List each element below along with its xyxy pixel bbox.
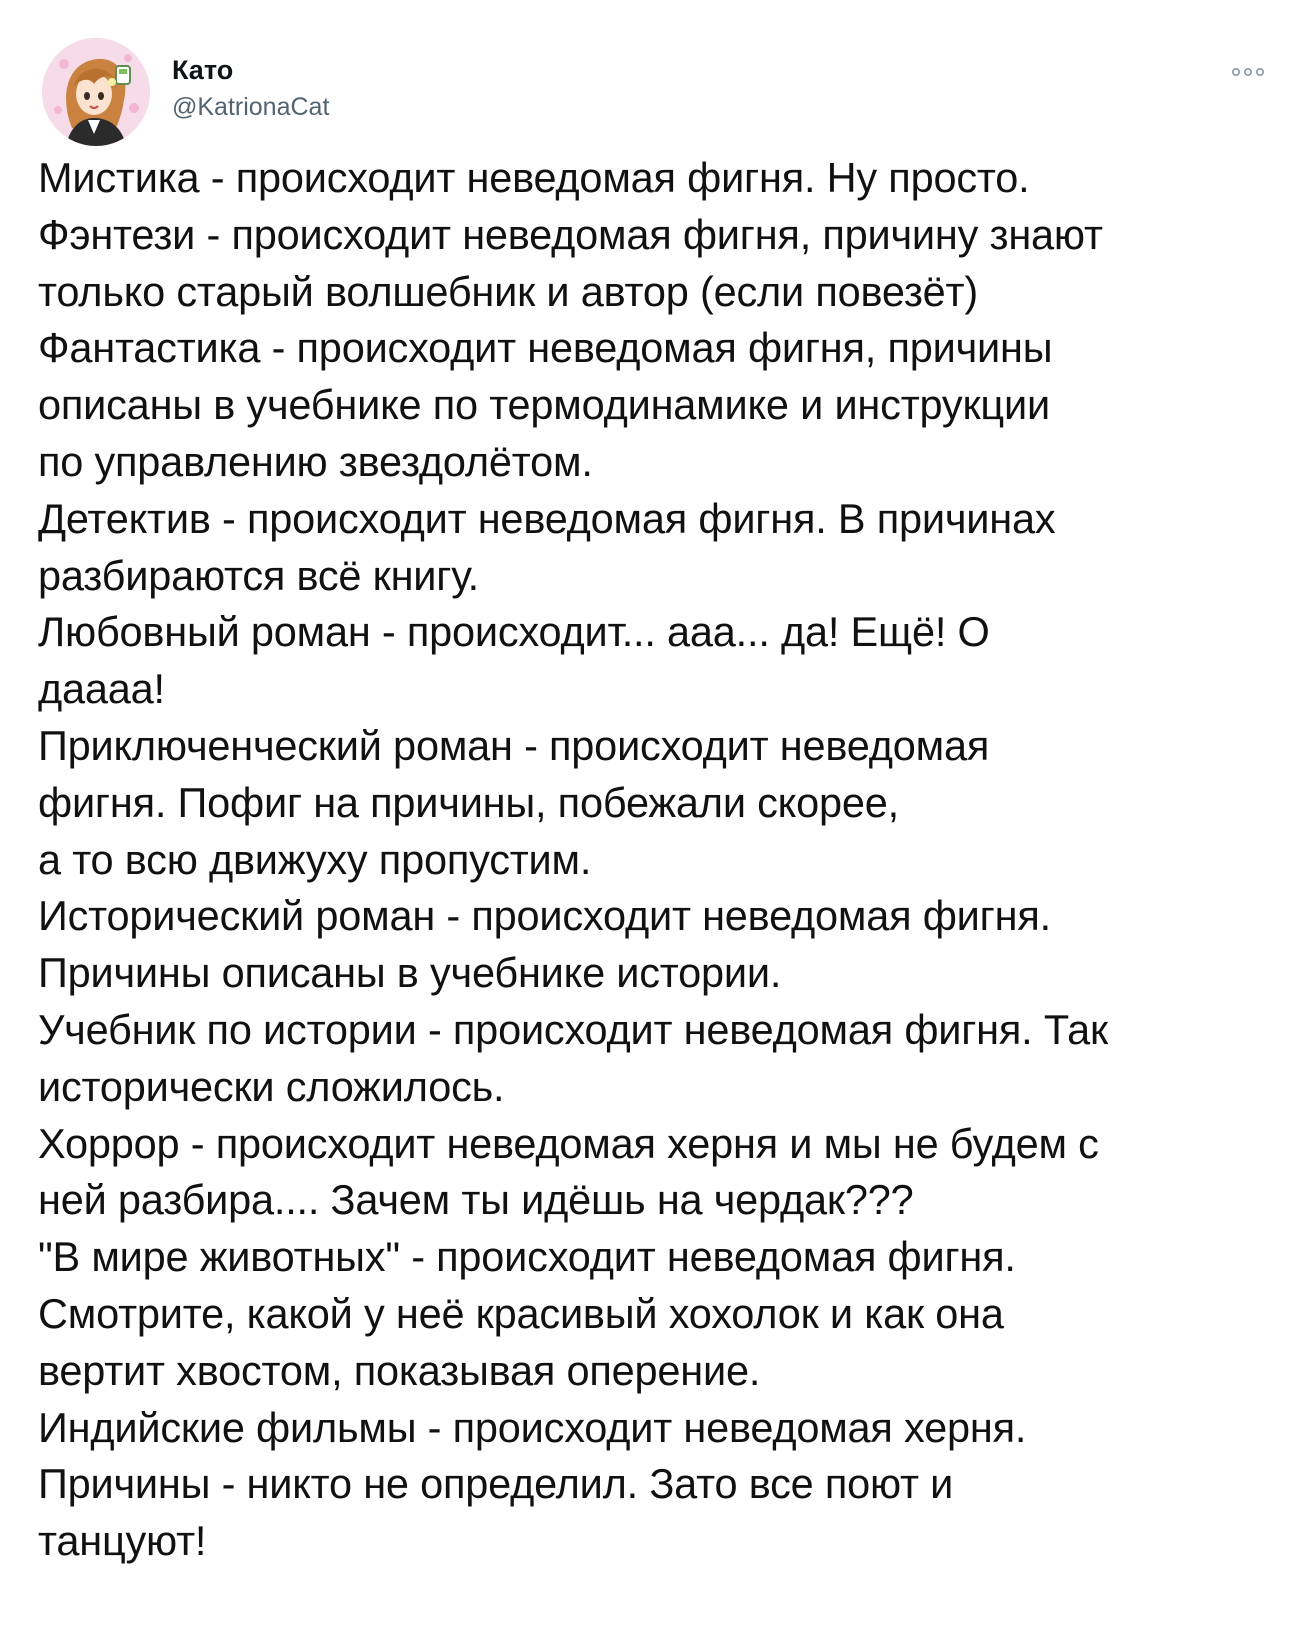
tweet-text-line: Исторический роман - происходит неведомая фигня. [38, 892, 1051, 940]
anime-girl-avatar-icon[interactable] [42, 38, 150, 146]
tweet-text-line: исторически сложилось. [38, 1062, 505, 1110]
more-options-button[interactable] [1226, 58, 1270, 86]
tweet-text-line: "В мире животных" - происходит неведомая фигня. [38, 1233, 1016, 1281]
tweet-text-line: описаны в учебнике по термодинамике и инструкции [38, 381, 1050, 429]
tweet-text-line: Приключенческий роман - происходит неведомая [38, 721, 990, 769]
tweet-text-line: Индийские фильмы - происходит неведомая херня. [38, 1403, 1027, 1451]
tweet-text-line: только старый волшебник и автор (если повезёт) [38, 267, 978, 315]
tweet-text-line: ней разбира.... Зачем ты идёшь на чердак??? [38, 1176, 914, 1224]
tweet-text-line: разбираются всё книгу. [38, 551, 479, 599]
tweet-text-line: Фантастика - происходит неведомая фигня, причины [38, 324, 1053, 372]
tweet-text-line: Хоррор - происходит неведомая херня и мы не будем с [38, 1119, 1099, 1167]
tweet-text-line: Смотрите, какой у неё красивый хохолок и как она [38, 1289, 1004, 1337]
tweet-text-line: Детектив - происходит неведомая фигня. В причинах [38, 494, 1056, 542]
tweet-text-line: даааа! [38, 665, 165, 713]
tweet-text-line: Причины описаны в учебнике истории. [38, 949, 782, 997]
more-dots-icon [1231, 67, 1265, 77]
tweet-text-line: Учебник по истории - происходит неведомая фигня. Так [38, 1005, 1108, 1053]
tweet-text-line: фигня. Пофиг на причины, побежали скорее, [38, 778, 899, 826]
tweet-header [42, 38, 1270, 148]
tweet-text-line: танцуют! [38, 1517, 207, 1565]
tweet-text-line: а то всю движуху пропустим. [38, 835, 592, 883]
tweet-text-line: по управлению звездолётом. [38, 437, 593, 485]
author-names [172, 54, 329, 124]
author-display-name[interactable]: Като [172, 55, 234, 85]
tweet-text-line: Любовный роман - происходит... ааа... да! Ещё! О [38, 608, 990, 656]
tweet-text-line: Мистика - происходит неведомая фигня. Ну просто. [38, 154, 1030, 201]
author-handle[interactable]: @KatrionaCat [172, 93, 330, 121]
tweet-text [38, 150, 1278, 1570]
tweet-text-line: вертит хвостом, показывая оперение. [38, 1346, 761, 1394]
tweet-text-line: Причины - никто не определил. Зато все поют и [38, 1460, 954, 1508]
tweet-text-line: Фэнтези - происходит неведомая фигня, причину знают [38, 210, 1103, 258]
